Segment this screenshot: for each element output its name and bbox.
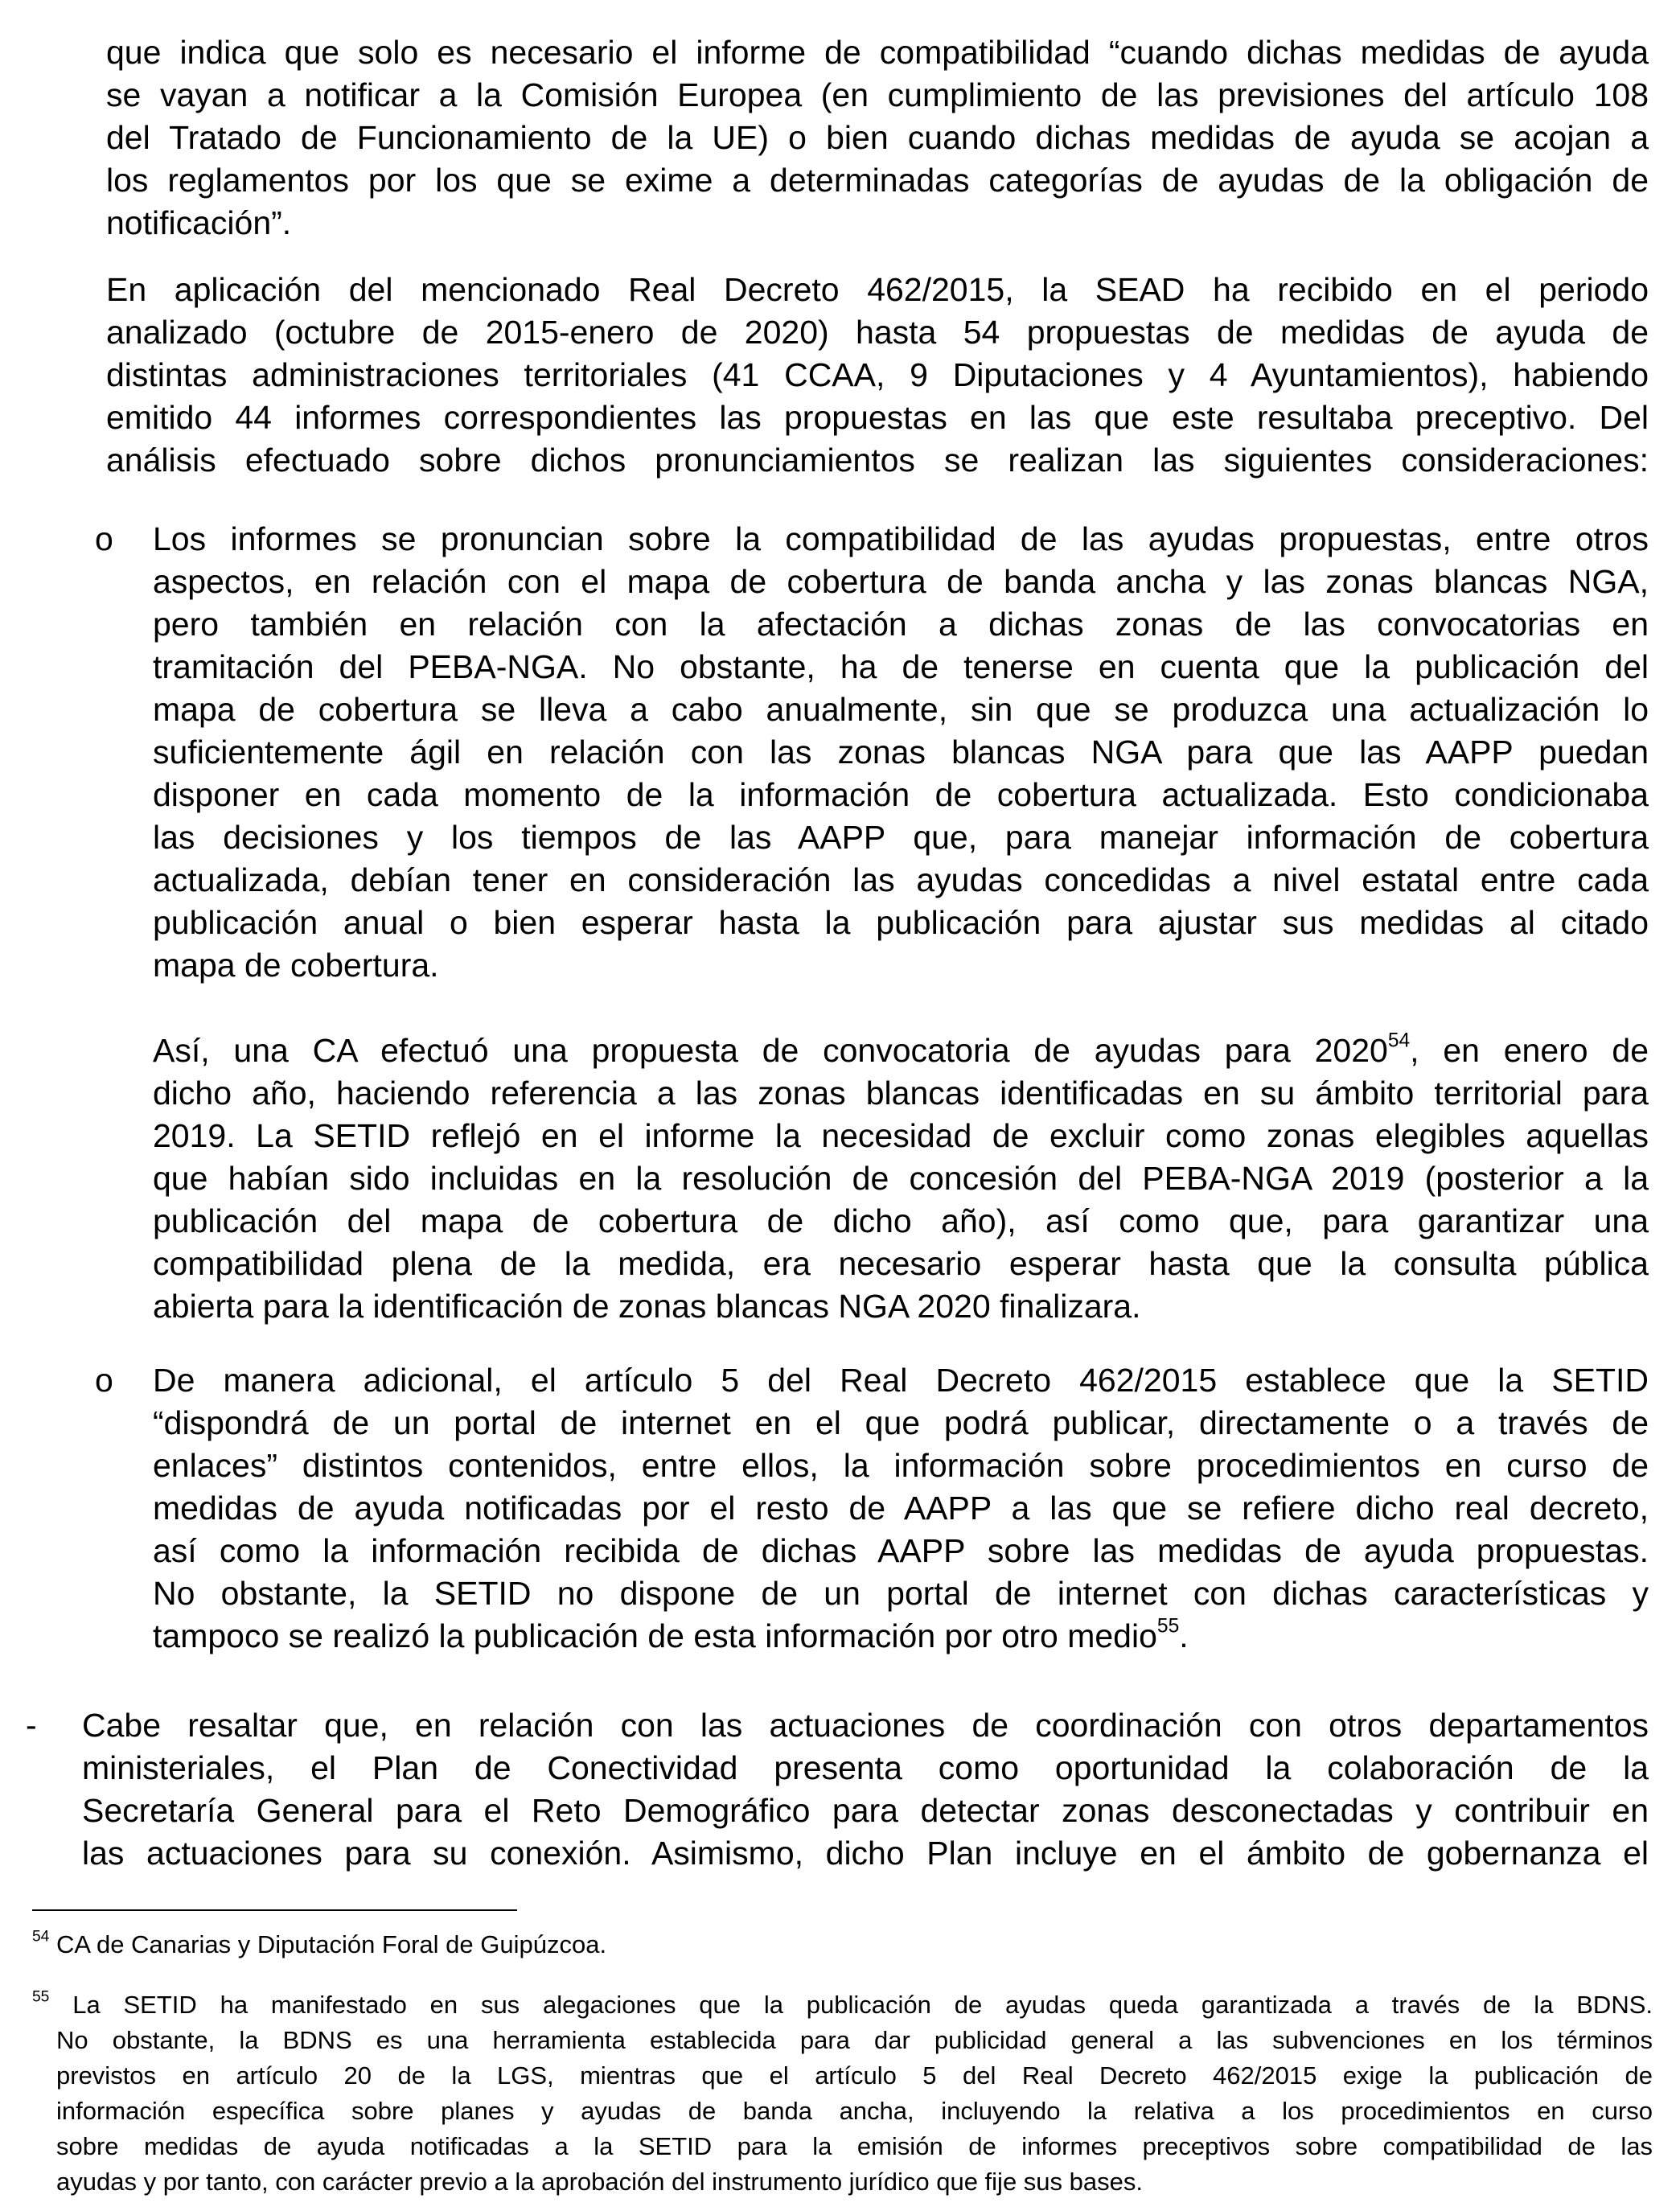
footnote-54 <box>32 1927 1653 1962</box>
text-line: se vayan a notificar a la Comisión Europea (en cumplimiento de las previsiones del artículo 108 <box>106 76 1649 113</box>
text-line: información específica sobre planes y ayudas de banda ancha, incluyendo la relativa a los procedimientos en curso <box>56 2097 1653 2125</box>
bullet-example-paragraph <box>153 1029 1649 1328</box>
text-line: No obstante, la SETID no dispone de un portal de internet con dichas características y <box>153 1575 1649 1612</box>
text-line: Cabe resaltar que, en relación con las actuaciones de coordinación con otros departamentos <box>82 1707 1649 1744</box>
text-line: notificación”. <box>106 204 292 241</box>
text-line: los reglamentos por los que se exime a determinadas categorías de ayudas de la obligación de <box>106 162 1649 199</box>
text-line: tramitación del PEBA-NGA. No obstante, ha de tenerse en cuenta que la publicación del <box>153 648 1649 685</box>
text-span: Así, una CA efectuó una propuesta de convocatoria de ayudas para 2020 <box>153 1032 1388 1069</box>
text-line: medidas de ayuda notificadas por el resto de AAPP a las que se refiere dicho real decreto, <box>153 1490 1649 1527</box>
text-line: que indica que solo es necesario el informe de compatibilidad “cuando dichas medidas de ayuda <box>106 34 1649 71</box>
dash-marker: - <box>26 1707 37 1744</box>
text-span: . <box>1179 1617 1189 1654</box>
text-line: disponer en cada momento de la información de cobertura actualizada. Esto condicionaba <box>153 776 1649 813</box>
text-line: aspectos, en relación con el mapa de cobertura de banda ancha y las zonas blancas NGA, <box>153 563 1649 600</box>
text-line: emitido 44 informes correspondientes las propuestas en las que este resultaba preceptivo. Del <box>106 399 1649 436</box>
text-span: CA de Canarias y Diputación Foral de Guipúzcoa. <box>49 1930 607 1958</box>
text-line: analizado (octubre de 2015-enero de 2020) hasta 54 propuestas de medidas de ayuda de <box>106 314 1649 351</box>
text-line: las actuaciones para su conexión. Asimismo, dicho Plan incluye en el ámbito de gobernanza el <box>82 1835 1649 1872</box>
text-line: así como la información recibida de dichas AAPP sobre las medidas de ayuda propuestas. <box>153 1532 1649 1569</box>
text-span: La SETID ha manifestado en sus alegaciones que la publicación de ayudas queda garantizada a través de la BDNS. <box>49 1991 1653 2019</box>
paragraph-sead-proposals <box>106 269 1649 482</box>
text-line: ayudas y por tanto, con carácter previo a la aprobación del instrumento jurídico que fije sus bases. <box>56 2168 1143 2196</box>
text-line: dicho año, haciendo referencia a las zonas blancas identificadas en su ámbito territorial para <box>153 1075 1649 1112</box>
footnote-55 <box>32 1987 1653 2200</box>
text-line: pero también en relación con la afectación a dichas zonas de las convocatorias en <box>153 606 1649 643</box>
text-line: No obstante, la BDNS es una herramienta establecida para dar publicidad general a las subvenciones en los términos <box>56 2026 1653 2054</box>
bullet-internet-portal <box>153 1359 1649 1658</box>
text-line: 2019. La SETID reflejó en el informe la necesidad de excluir como zonas elegibles aquellas <box>153 1117 1649 1154</box>
bullet-marker: o <box>95 520 113 557</box>
text-line <box>153 1029 1649 1072</box>
footnote-number: 55 <box>32 1988 50 2006</box>
footnote-separator <box>32 1909 517 1911</box>
footnote-ref-54[interactable]: 54 <box>1387 1029 1411 1052</box>
text-line: Los informes se pronuncian sobre la compatibilidad de las ayudas propuestas, entre otros <box>153 520 1649 557</box>
footnote-number: 54 <box>32 1928 50 1946</box>
text-line: análisis efectuado sobre dichos pronunciamientos se realizan las siguientes consideraciones: <box>106 442 1649 479</box>
text-line: publicación del mapa de cobertura de dicho año), así como que, para garantizar una <box>153 1202 1649 1239</box>
text-line <box>32 1927 1653 1962</box>
paragraph-coordination <box>82 1704 1649 1875</box>
paragraph-compatibility-report <box>106 31 1649 245</box>
bullet-marker: o <box>95 1362 113 1399</box>
text-line: “dispondrá de un portal de internet en el que podrá publicar, directamente o a través de <box>153 1404 1649 1441</box>
text-span: tampoco se realizó la publicación de esta información por otro medio <box>153 1617 1157 1654</box>
footnote-body <box>32 2023 1653 2200</box>
text-line: distintas administraciones territoriales (41 CCAA, 9 Diputaciones y 4 Ayuntamientos), habiendo <box>106 356 1649 393</box>
footnote-ref-55[interactable]: 55 <box>1156 1615 1180 1638</box>
text-line: enlaces” distintos contenidos, entre ellos, la información sobre procedimientos en curso de <box>153 1447 1649 1484</box>
text-line: suficientemente ágil en relación con las zonas blancas NGA para que las AAPP puedan <box>153 734 1649 771</box>
bullet-coverage-map <box>153 518 1649 987</box>
text-span: , en enero de <box>1410 1032 1649 1069</box>
text-line <box>32 1987 1653 2023</box>
text-line: En aplicación del mencionado Real Decreto 462/2015, la SEAD ha recibido en el periodo <box>106 271 1649 308</box>
text-line: abierta para la identificación de zonas blancas NGA 2020 finalizara. <box>153 1288 1141 1325</box>
text-line: Secretaría General para el Reto Demográfico para detectar zonas desconectadas y contribuir en <box>82 1792 1649 1829</box>
text-line: ministeriales, el Plan de Conectividad presenta como oportunidad la colaboración de la <box>82 1749 1649 1786</box>
text-line: mapa de cobertura. <box>153 947 439 984</box>
text-line: sobre medidas de ayuda notificadas a la SETID para la emisión de informes preceptivos sobre compatibilidad de las <box>56 2132 1653 2160</box>
text-line: actualizada, debían tener en consideración las ayudas concedidas a nivel estatal entre cada <box>153 861 1649 898</box>
text-line: compatibilidad plena de la medida, era necesario esperar hasta que la consulta pública <box>153 1245 1649 1282</box>
text-line: las decisiones y los tiempos de las AAPP que, para manejar información de cobertura <box>153 819 1649 856</box>
text-line <box>153 1615 1649 1658</box>
text-line: del Tratado de Funcionamiento de la UE) o bien cuando dichas medidas de ayuda se acojan a <box>106 119 1649 156</box>
text-line: que habían sido incluidas en la resolución de concesión del PEBA-NGA 2019 (posterior a la <box>153 1160 1649 1197</box>
text-line: mapa de cobertura se lleva a cabo anualmente, sin que se produzca una actualización lo <box>153 691 1649 728</box>
text-line: De manera adicional, el artículo 5 del Real Decreto 462/2015 establece que la SETID <box>153 1362 1649 1399</box>
text-line: publicación anual o bien esperar hasta la publicación para ajustar sus medidas al citado <box>153 904 1649 941</box>
text-line: previstos en artículo 20 de la LGS, mientras que el artículo 5 del Real Decreto 462/2015 exige la publicación de <box>56 2061 1653 2090</box>
